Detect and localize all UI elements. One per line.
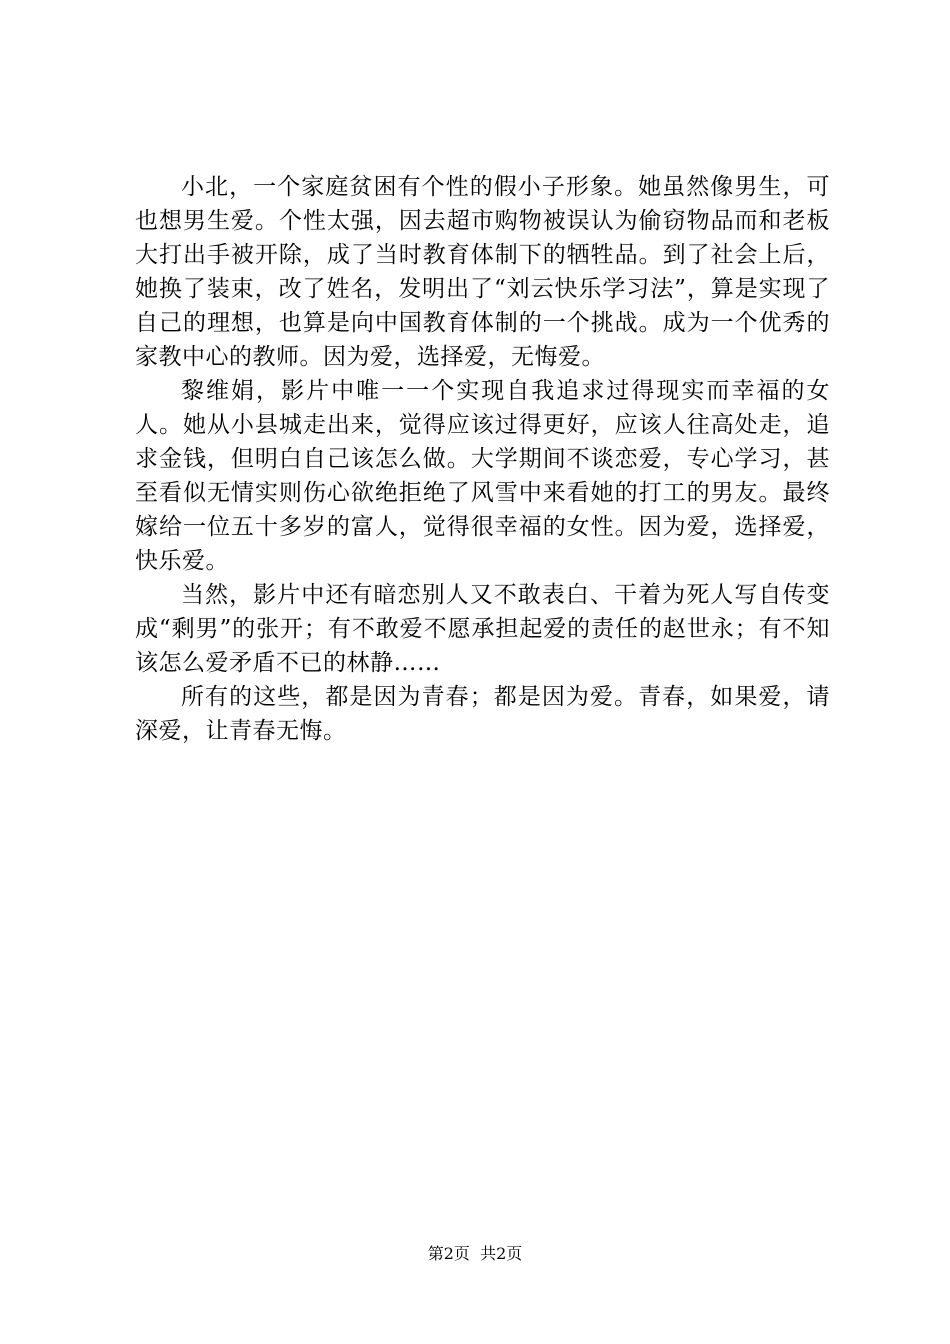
page-footer: [0, 1243, 950, 1265]
paragraph-xiaobei: 小北，一个家庭贫困有个性的假小子形象。她虽然像男生，可也想男生爱。个性太强，因去超市购物被误认为偷窃物品而和老板大打出手被开除，成了当时教育体制下的牺牲品。到了社会上后，她换了装束，改了姓名，发明出了“刘云快乐学习法”，算是实现了自己的理想，也算是向中国教育体制的一个挑战。成为一个优秀的家教中心的教师。因为爱，选择爱，无悔爱。: [135, 174, 830, 370]
paragraph-liweijuan: 黎维娟，影片中唯一一个实现自我追求过得现实而幸福的女人。她从小县城走出来，觉得应该过得更好，应该人往高处走，追求金钱，但明白自己该怎么做。大学期间不谈恋爱，专心学习，甚至看似无情实则伤心欲绝拒绝了风雪中来看她的打工的男友。最终嫁给一位五十多岁的富人，觉得很幸福的女性。因为爱，选择爱，快乐爱。: [135, 378, 830, 574]
footer-spacer: [470, 1244, 480, 1263]
page-number: 第2页: [427, 1244, 470, 1263]
total-pages: 共2页: [480, 1244, 523, 1263]
body-text: [135, 170, 830, 748]
paragraph-others: 当然，影片中还有暗恋别人又不敢表白、干着为死人写自传变成“剩男”的张开；有不敢爱不愿承担起爱的责任的赵世永；有不知该怎么爱矛盾不已的林静……: [135, 582, 830, 676]
paragraph-conclusion: 所有的这些，都是因为青春；都是因为爱。青春，如果爱，请深爱，让青春无悔。: [135, 684, 830, 744]
